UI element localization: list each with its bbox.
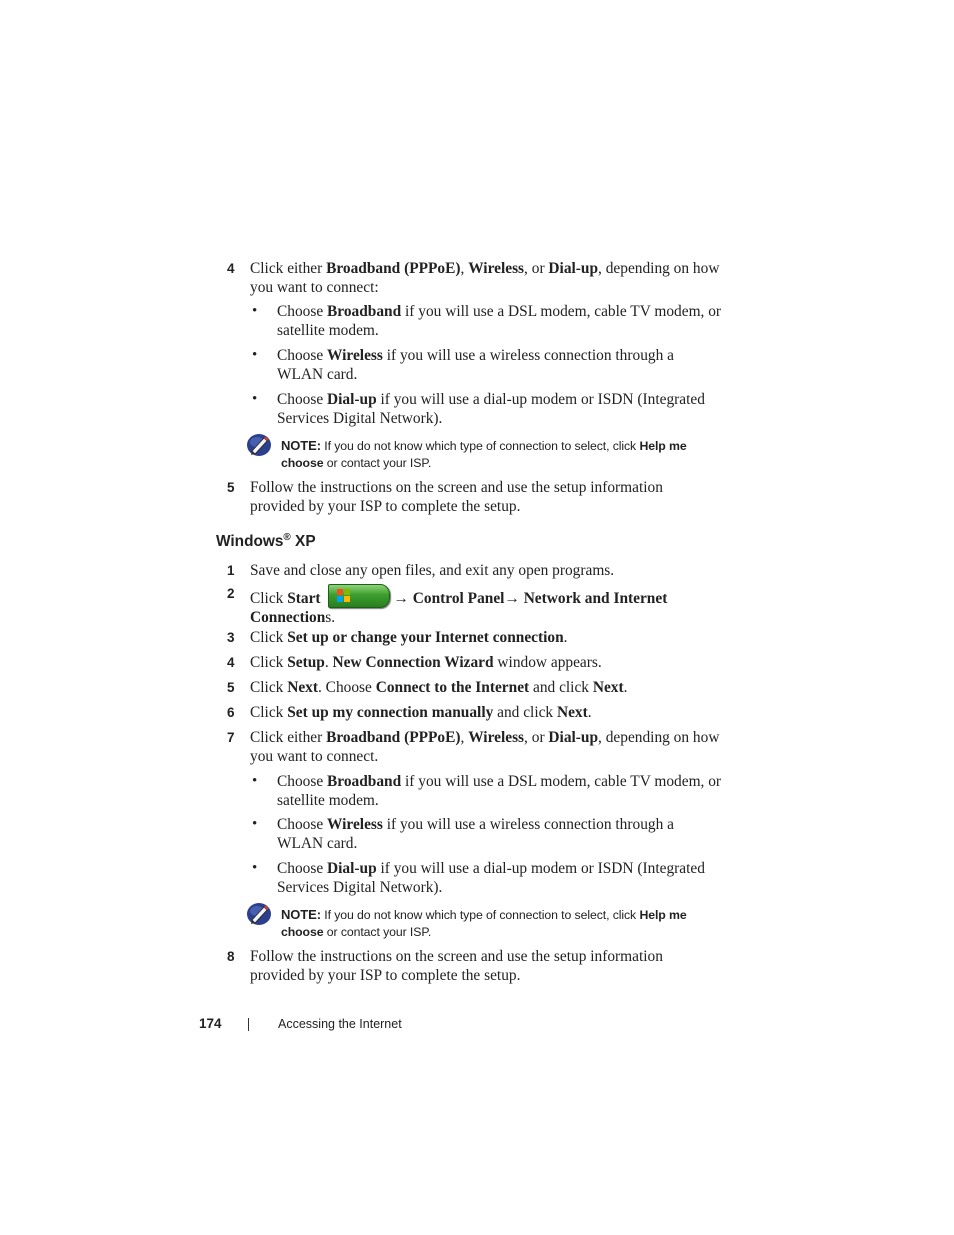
step-text: Follow the instructions on the screen and use the setup information provided by your ISP to complete the setup. — [250, 479, 663, 515]
step-number: 1 — [227, 563, 235, 578]
step-text: Click either Broadband (PPPoE), Wireless, or Dial-up, depending on how you want to connect. — [250, 729, 720, 765]
bullet-mark: • — [252, 391, 258, 407]
step-text: Click Set up or change your Internet connection. — [250, 629, 568, 646]
note-connection-help: NOTE: If you do not know which type of connection to select, click Help me choose or contact your ISP. — [281, 438, 687, 470]
bullet-mark: • — [252, 860, 258, 876]
section-heading-windows-xp: Windows® XP — [216, 532, 316, 550]
step-text: Click Next. Choose Connect to the Internet and click Next. — [250, 679, 628, 696]
bullet-mark: • — [252, 816, 258, 832]
step-text: Follow the instructions on the screen and use the setup information provided by your ISP to complete the setup. — [250, 948, 663, 984]
bullet-mark: • — [252, 303, 258, 319]
step-number: 8 — [227, 949, 235, 964]
bullet-text: Choose Wireless if you will use a wireless connection through a WLAN card. — [277, 816, 674, 852]
help-me-choose-link[interactable]: Help me choose — [281, 439, 687, 470]
step-text: Click Setup. New Connection Wizard window appears. — [250, 654, 602, 671]
step-number: 4 — [227, 261, 235, 276]
step-number: 7 — [227, 730, 235, 745]
step-text: Click either Broadband (PPPoE), Wireless, or Dial-up, depending on how you want to connect: — [250, 260, 720, 296]
step-number: 4 — [227, 655, 235, 670]
step-text: Click Set up my connection manually and click Next. — [250, 704, 592, 721]
step-number: 5 — [227, 680, 235, 695]
step-number: 2 — [227, 586, 235, 601]
bullet-mark: • — [252, 347, 258, 363]
note-pencil-icon — [246, 433, 272, 457]
step-number: 6 — [227, 705, 235, 720]
bullet-text: Choose Dial-up if you will use a dial-up modem or ISDN (Integrated Services Digital Network). — [277, 391, 705, 427]
step-text: Save and close any open files, and exit any open programs. — [250, 562, 615, 579]
help-me-choose-link[interactable]: Help me choose — [281, 908, 687, 939]
running-footer-title: Accessing the Internet — [278, 1017, 402, 1031]
bullet-text: Choose Broadband if you will use a DSL modem, cable TV modem, or satellite modem. — [277, 773, 722, 809]
footer-divider — [248, 1018, 249, 1031]
bullet-text: Choose Dial-up if you will use a dial-up modem or ISDN (Integrated Services Digital Network). — [277, 860, 705, 896]
step-number: 5 — [227, 480, 235, 495]
step-text: Click Start → Control Panel→ Network and Internet Connections. — [250, 584, 670, 627]
windows-flag-icon — [337, 589, 350, 602]
start-button[interactable] — [328, 584, 390, 608]
step-number: 3 — [227, 630, 235, 645]
note-pencil-icon — [246, 902, 272, 926]
bullet-text: Choose Wireless if you will use a wireless connection through a WLAN card. — [277, 347, 674, 383]
page-number: 174 — [199, 1016, 222, 1031]
bullet-text: Choose Broadband if you will use a DSL modem, cable TV modem, or satellite modem. — [277, 303, 722, 339]
bullet-mark: • — [252, 773, 258, 789]
note-connection-help: NOTE: If you do not know which type of connection to select, click Help me choose or contact your ISP. — [281, 907, 687, 939]
